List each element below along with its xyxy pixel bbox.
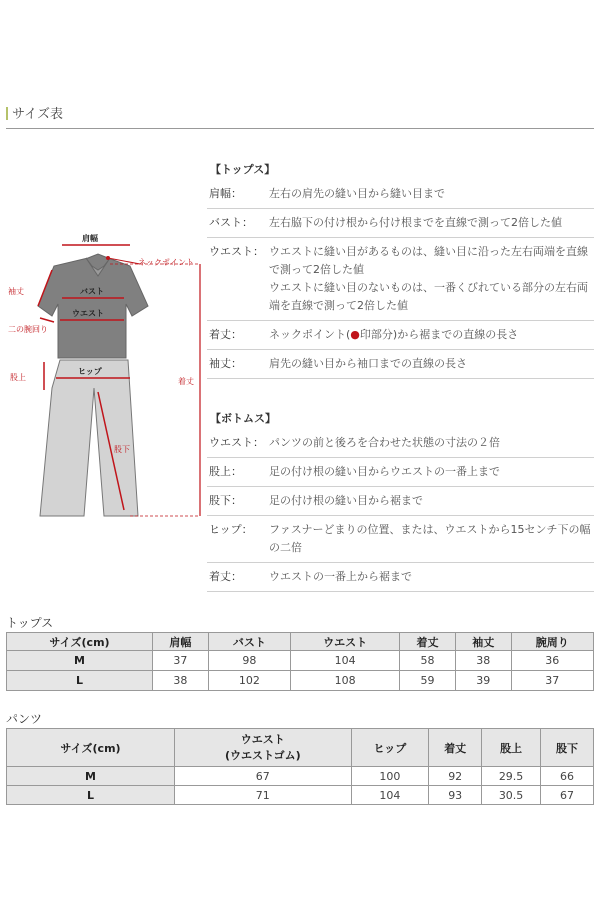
top-garment-illustration xyxy=(38,254,148,358)
def-row xyxy=(207,429,594,458)
def-text: 足の付け根の縫い目からウエストの一番上まで xyxy=(269,465,500,478)
length-diagram-label: 着丈 xyxy=(178,377,194,386)
def-row xyxy=(207,458,594,487)
table-cell: 108 xyxy=(291,671,400,691)
def-row xyxy=(207,321,594,350)
table-cell: 71 xyxy=(175,786,352,805)
waist-header-subtext: (ウエストゴム) xyxy=(224,748,301,762)
table-row xyxy=(7,651,594,671)
def-row xyxy=(207,516,594,563)
table-header-row xyxy=(7,729,594,767)
row-size-label: M xyxy=(7,651,153,671)
row-size-label: L xyxy=(7,786,175,805)
def-text: ウエストに縫い目のないものは、一番くびれている部分の左右両端を直線で測って2倍した値 xyxy=(269,281,588,312)
def-row xyxy=(207,487,594,516)
table-cell: 104 xyxy=(291,651,400,671)
def-text: 左右の肩先の縫い目から縫い目まで xyxy=(269,187,445,200)
def-row xyxy=(207,350,594,379)
table-cell: 30.5 xyxy=(482,786,541,805)
tops-table-caption: トップス xyxy=(6,616,54,630)
table-header-cell: 肩幅 xyxy=(153,633,209,651)
def-label: 股上： xyxy=(209,465,242,478)
title-accent-bar xyxy=(6,107,8,120)
table-header-row xyxy=(7,633,594,651)
table-row xyxy=(7,671,594,691)
table-cell: 100 xyxy=(351,767,429,786)
table-cell: 93 xyxy=(429,786,482,805)
row-size-label: M xyxy=(7,767,175,786)
waist-header-text: ウエスト xyxy=(240,732,285,746)
measurement-diagram xyxy=(0,220,210,530)
table-header-cell: 股上 xyxy=(482,729,541,767)
table-header-cell: 股下 xyxy=(540,729,593,767)
def-label: ウエスト： xyxy=(209,245,264,258)
def-label: 股下： xyxy=(209,494,242,507)
table-cell: 36 xyxy=(511,651,593,671)
def-row xyxy=(207,209,594,238)
def-label: 着丈： xyxy=(209,328,242,341)
tops-defs-heading: 【トップス】 xyxy=(210,163,276,176)
table-header-cell: ウエスト xyxy=(291,633,400,651)
table-cell: 29.5 xyxy=(482,767,541,786)
table-cell: 38 xyxy=(455,651,511,671)
def-label: 袖丈： xyxy=(209,357,242,370)
def-text xyxy=(269,326,594,344)
def-text-after: 印部分)から裾までの直線の長さ xyxy=(359,328,519,341)
table-cell: 58 xyxy=(400,651,456,671)
neck-point-marker-icon: ● xyxy=(350,328,360,341)
shoulder-diagram-label: 肩幅 xyxy=(82,234,98,243)
def-text-before: ネックポイント( xyxy=(269,328,351,341)
def-label: ヒップ： xyxy=(209,523,253,536)
table-cell: 38 xyxy=(153,671,209,691)
table-row xyxy=(7,786,594,805)
row-size-label: L xyxy=(7,671,153,691)
def-label: 肩幅： xyxy=(209,187,242,200)
waist-diagram-label: ウエスト xyxy=(72,309,104,318)
def-text: ファスナーどまりの位置、または、ウエストから15センチ下の幅の二倍 xyxy=(269,523,591,554)
def-label: バスト： xyxy=(209,216,253,229)
table-cell: 92 xyxy=(429,767,482,786)
pants-size-table xyxy=(6,728,594,805)
def-text: ウエストに縫い目があるものは、縫い目に沿った左右両端を直線で測って2倍した値 xyxy=(269,245,588,276)
table-header-cell-waist xyxy=(175,729,352,767)
def-row xyxy=(207,563,594,592)
table-cell: 67 xyxy=(540,786,593,805)
section-title-text: サイズ表 xyxy=(12,107,63,122)
table-cell: 39 xyxy=(455,671,511,691)
table-header-cell: サイズ(cm) xyxy=(7,633,153,651)
measurement-definitions xyxy=(207,160,594,592)
neck-point-diagram-label: ネックポイント xyxy=(138,258,194,267)
table-cell: 104 xyxy=(351,786,429,805)
def-text: 足の付け根の縫い目から裾まで xyxy=(269,494,423,507)
def-row-continued xyxy=(207,279,594,321)
table-header-cell: 着丈 xyxy=(429,729,482,767)
def-text: パンツの前と後ろを合わせた状態の寸法の２倍 xyxy=(269,436,500,449)
table-header-cell: 腕周り xyxy=(511,633,593,651)
upper-arm-diagram-label: 二の腕回り xyxy=(8,325,48,334)
def-text: 左右脇下の付け根から付け根までを直線で測って2倍した値 xyxy=(269,216,562,229)
def-row xyxy=(207,238,594,279)
table-header-cell: 袖丈 xyxy=(455,633,511,651)
table-cell: 59 xyxy=(400,671,456,691)
bust-diagram-label: バスト xyxy=(80,287,104,296)
section-title xyxy=(6,103,63,122)
sleeve-diagram-label: 袖丈 xyxy=(8,287,24,296)
def-row xyxy=(207,180,594,209)
table-cell: 67 xyxy=(175,767,352,786)
def-label: 着丈： xyxy=(209,570,242,583)
table-cell: 102 xyxy=(208,671,290,691)
upper-arm-arrow xyxy=(40,318,54,322)
table-header-cell: サイズ(cm) xyxy=(7,729,175,767)
table-cell: 66 xyxy=(540,767,593,786)
table-cell: 37 xyxy=(511,671,593,691)
def-text: 肩先の縫い目から袖口までの直線の長さ xyxy=(269,357,467,370)
bottoms-defs-heading: 【ボトムス】 xyxy=(210,412,276,425)
def-label xyxy=(207,279,269,315)
rise-diagram-label: 股上 xyxy=(10,373,26,382)
table-cell: 98 xyxy=(208,651,290,671)
table-row xyxy=(7,767,594,786)
table-header-cell: 着丈 xyxy=(400,633,456,651)
hip-diagram-label: ヒップ xyxy=(78,367,102,376)
def-text: ウエストの一番上から裾まで xyxy=(269,570,412,583)
pants-illustration xyxy=(40,360,138,516)
table-header-cell: バスト xyxy=(208,633,290,651)
table-cell: 37 xyxy=(153,651,209,671)
title-divider xyxy=(6,128,594,129)
table-header-cell: ヒップ xyxy=(351,729,429,767)
tops-size-table xyxy=(6,632,594,691)
inseam-diagram-label: 股下 xyxy=(114,445,130,454)
def-label: ウエスト： xyxy=(209,436,264,449)
pants-table-caption: パンツ xyxy=(6,712,43,726)
